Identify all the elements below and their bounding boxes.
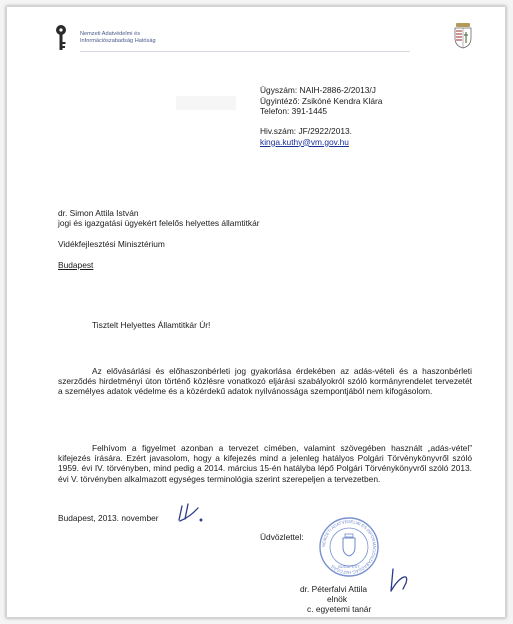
stamp-city: BUDAPEST (338, 564, 360, 569)
stamp-text: NEMZETI ADATVÉDELMI ÉS INFORMÁCIÓSZABADSÁG HATÓSÁG (320, 518, 378, 576)
reference-number: Hiv.szám: JF/2922/2013. (260, 126, 353, 136)
body-paragraph-1: Az elővásárlási és előhaszonbérleti jog gyakorlása érdekében az adás-vételi és a haszonbérleti szerződés hirdetményi úton történő közlésre vonatkozó eljárási szabályokról szóló kormányrendelet tervezetét a személyes adatok védelme és a közérdekű adatok nyilvánossága szempontjából nem kifogásolom. (58, 366, 472, 397)
recipient-ministry: Vidékfejlesztési Minisztérium (58, 239, 165, 249)
email-link[interactable]: kinga.kuthy@vm.gov.hu (260, 136, 349, 147)
phone-number: Telefon: 391-1445 (260, 106, 328, 116)
handwritten-signature (388, 565, 414, 595)
scan-artifact (176, 96, 236, 110)
recipient-name: dr. Simon Attila István (58, 208, 139, 218)
header-divider (80, 51, 410, 52)
case-number: Ügyszám: NAIH-2886-2/2013/J (260, 85, 376, 95)
letter-page (6, 6, 506, 618)
reference-block-2 (260, 126, 352, 147)
reference-block (260, 85, 382, 117)
greeting: Üdvözlettel: (260, 532, 304, 542)
signer-role: elnök (327, 594, 348, 604)
org-name (80, 31, 156, 45)
org-name-line2: Információszabadság Hatóság (80, 38, 156, 44)
key-logo-icon (53, 24, 69, 52)
official-stamp (318, 516, 380, 578)
signer-name: dr. Péterfalvi Attila (300, 584, 368, 594)
recipient-title: jogi és igazgatási ügyekért felelős helyettes államtitkár (58, 218, 260, 228)
handwritten-day (176, 500, 206, 526)
body-paragraph-2: Felhívom a figyelmet azonban a tervezet címében, valamint szövegében használt „adás-vétel” kifejezés írására. Ezért javasolom, hogy a kifejezés mind a jelenleg hatályos Polgári Törvénykönyvről szóló 1959. évi IV. törvényben, mind pedig a 2014. március 15-én hatályba lépő Polgári Törvénykönyvről szóló 2013. évi V. törvényben alkalmazott egységes terminológia szerint szerepeljen a tervezetben. (58, 443, 472, 484)
signer-tenure: c. egyetemi tanár (307, 604, 372, 614)
hungarian-coat-of-arms-icon (452, 21, 474, 49)
case-officer: Ügyintéző: Zsikóné Kendra Klára (260, 95, 383, 106)
salutation: Tisztelt Helyettes Államtitkár Úr! (92, 320, 211, 330)
recipient-city: Budapest (58, 260, 94, 270)
date-line: Budapest, 2013. november (58, 513, 159, 523)
org-name-line1: Nemzeti Adatvédelmi és (80, 31, 141, 37)
